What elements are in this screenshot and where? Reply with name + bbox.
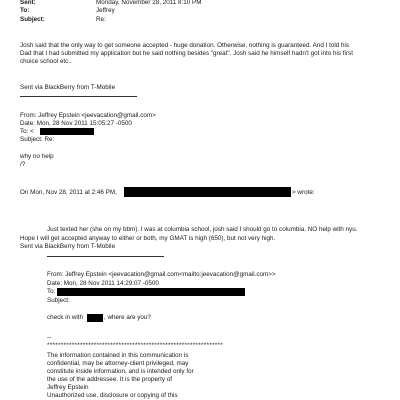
msg2-date: Date: Mon, 28 Nov 2011 15:05:27 -0500 bbox=[20, 120, 132, 127]
divider-1 bbox=[20, 96, 137, 97]
disclaimer-line-1: The information contained in this communication is bbox=[47, 352, 189, 359]
sent-label: Sent: bbox=[20, 0, 36, 6]
msg4-subject: Subject: bbox=[47, 296, 70, 304]
msg2-body-2: /? bbox=[20, 161, 26, 168]
subject-label: Subject: bbox=[20, 15, 45, 23]
divider-2 bbox=[47, 256, 164, 257]
redaction-block bbox=[40, 128, 94, 135]
msg4-body-end: , where are you? bbox=[104, 314, 151, 321]
to-label: To: bbox=[20, 7, 30, 14]
body-line-1: Josh said that the only way to get someone accepted - huge donation. Otherwise, nothing is guaranteed. And I told his bbox=[20, 42, 350, 49]
quote-intro-end: > wrote: bbox=[292, 189, 315, 196]
body-line-2: Dad that I had submitted my application but he said nothing besides "great". Josh said he himself hadn't got into his first bbox=[20, 50, 353, 57]
subject-value: Re: bbox=[96, 15, 106, 23]
disclaimer-line-4: the use of the addressee. It is the property of bbox=[47, 376, 172, 383]
msg4-date: Date: Mon, 28 Nov 2011 14:29:07 -0500 bbox=[47, 279, 159, 287]
msg2-to: To: < bbox=[20, 128, 34, 135]
msg4-from: From: Jeffrey Epstein <jeevacation@gmail.com<mailto:jeevacation@gmail.com>> bbox=[47, 271, 276, 278]
msg4-body-start: check in with bbox=[47, 314, 84, 321]
msg2-body-1: why no help bbox=[20, 153, 54, 160]
msg3-line-1: Just texted her (she on my bbm). I was at columbia school, josh said I should go to columbia. NO help with nyu. bbox=[47, 226, 358, 233]
redaction-block bbox=[57, 288, 245, 296]
quote-intro-start: On Mon, Nov 28, 2011 at 2:46 PM, bbox=[20, 189, 117, 196]
redaction-block bbox=[124, 187, 291, 197]
disclaimer-line-3: constitute inside information, and is intended only for bbox=[47, 368, 194, 375]
disclaimer-line-5: Jeffrey Epstein bbox=[47, 384, 89, 391]
sent-value: Monday, November 28, 2011 8:10 PM bbox=[96, 0, 202, 6]
msg3-line-2: Hope I will get accepted anyway to either or both, my GMAT is high (650), but not very high. bbox=[20, 234, 276, 242]
body-line-3: choice school etc.. bbox=[20, 58, 72, 65]
msg2-subject: Subject: Re: bbox=[20, 136, 55, 143]
to-value: Jeffrey bbox=[96, 7, 115, 14]
msg4-ellipsis: -- bbox=[47, 334, 52, 341]
disclaimer-stars: **************************************************************** bbox=[47, 342, 224, 349]
disclaimer-line-6: Unauthorized use, disclosure or copying of this bbox=[47, 392, 178, 399]
redaction-block bbox=[87, 314, 103, 322]
msg3-signature: Sent via BlackBerry from T-Mobile bbox=[20, 243, 116, 250]
msg4-to: To: bbox=[47, 288, 56, 295]
signature-1: Sent via BlackBerry from T-Mobile bbox=[20, 84, 116, 91]
msg2-from: From: Jeffrey Epstein <jeevacation@gmail.com> bbox=[20, 112, 156, 119]
disclaimer-line-2: confidential, may be attorney-client privileged, may bbox=[47, 360, 189, 367]
